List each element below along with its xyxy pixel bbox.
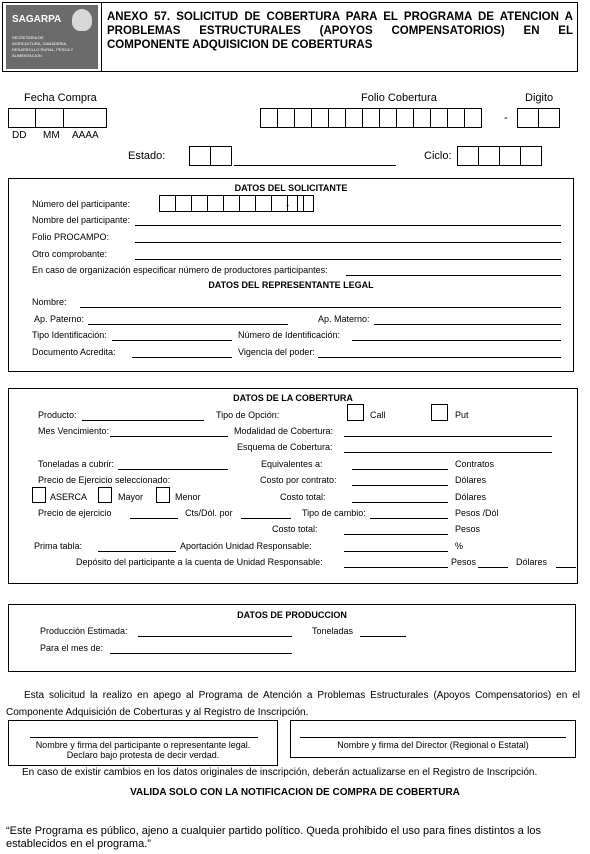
ap-paterno-line[interactable] [88, 324, 288, 325]
logo [6, 5, 98, 69]
aserca-label: ASERCA [50, 492, 88, 502]
pesos-dol-label: Pesos /Dól [455, 508, 499, 518]
logo-emblem-icon [72, 9, 92, 31]
para-mes-label: Para el mes de: [40, 643, 104, 653]
folio-dash: - [504, 112, 508, 124]
put-checkbox[interactable] [431, 404, 448, 421]
firma-participante-label: Nombre y firma del participante o representante legal. [35, 740, 251, 750]
costo-total-line[interactable] [352, 502, 448, 503]
folio-cobertura-cells[interactable] [261, 108, 482, 128]
aaaa-label: AAAA [72, 130, 99, 141]
ciclo-label: Ciclo: [424, 150, 452, 162]
esquema-line[interactable] [344, 452, 552, 453]
call-checkbox[interactable] [347, 404, 364, 421]
declaracion-text: Esta solicitud la realizo en apego al Programa de Atención a Problemas Estructurales (Apoyos Compensatorios) en el Componente Adquisición de Coberturas y al Registro de Inscripción. [6, 690, 580, 718]
cobertura-section [8, 388, 578, 584]
organizacion-label: En caso de organización especificar número de productores participantes: [32, 265, 328, 275]
produccion-toneladas-label: Toneladas [312, 626, 354, 636]
firma-participante-line[interactable] [30, 737, 258, 738]
nombre-participante-line[interactable] [135, 225, 561, 226]
dd-label: DD [12, 130, 27, 141]
firma-director-box[interactable] [290, 720, 576, 758]
producto-label: Producto: [38, 410, 77, 420]
costo-total-2-line[interactable] [344, 534, 448, 535]
rep-nombre-line[interactable] [80, 307, 561, 308]
estado-cells[interactable] [190, 146, 232, 166]
dolares-label-2: Dólares [455, 492, 487, 502]
esquema-label: Esquema de Cobertura: [237, 442, 333, 452]
costo-contrato-line[interactable] [352, 485, 448, 486]
precio-ejercicio-sel-label: Precio de Ejercicio seleccionado: [38, 475, 171, 485]
documento-acredita-label: Documento Acredita: [32, 347, 116, 357]
mm-label: MM [43, 130, 60, 141]
protesta-label: Declaro bajo protesta de decir verdad. [66, 750, 220, 760]
prima-tabla-line[interactable] [98, 551, 176, 552]
ap-materno-line[interactable] [374, 324, 561, 325]
valida-text: VALIDA SOLO CON LA NOTIFICACION DE COMPRA DE COBERTURA [130, 787, 460, 798]
numero-dash: - [286, 200, 289, 210]
tipo-opcion-label: Tipo de Opción: [216, 410, 280, 420]
page-title: ANEXO 57. SOLICITUD DE COBERTURA PARA EL PROGRAMA DE ATENCION A PROBLEMAS ESTRUCTURALES (APOYOS COMPENSATORIOS) EN EL COMPONENTE ADQUISICION DE COBERTURAS [107, 11, 573, 51]
estado-label: Estado: [128, 150, 166, 162]
otro-comprobante-label: Otro comprobante: [32, 249, 108, 259]
cobertura-title: DATOS DE LA COBERTURA [233, 393, 353, 403]
firma-director-line[interactable] [300, 737, 566, 738]
dolares-label-3: Dólares [516, 557, 548, 567]
toneladas-cubrir-line[interactable] [118, 469, 228, 470]
para-mes-line[interactable] [110, 653, 292, 654]
digito-label: Digito [525, 92, 554, 104]
mayor-label: Mayor [118, 492, 144, 502]
rep-nombre-label: Nombre: [32, 297, 67, 307]
mes-vencimiento-line[interactable] [110, 436, 228, 437]
fecha-compra-cells[interactable] [9, 108, 107, 128]
folio-procampo-line[interactable] [135, 242, 561, 243]
digito-cells[interactable] [518, 108, 560, 128]
dolares-label-1: Dólares [455, 475, 487, 485]
firma-director-label: Nombre y firma del Director (Regional o Estatal) [337, 740, 529, 750]
tipo-cambio-label: Tipo de cambio: [302, 508, 366, 518]
precio-ejercicio-line[interactable] [130, 518, 178, 519]
estado-line[interactable] [234, 165, 396, 166]
pct-label: % [455, 541, 464, 551]
precio-ejercicio-label: Precio de ejercicio [38, 508, 112, 518]
pesos-label: Pesos [455, 524, 481, 534]
modalidad-label: Modalidad de Cobertura: [234, 426, 334, 436]
costo-total-2-label: Costo total: [272, 524, 318, 534]
costo-total-label: Costo total: [280, 492, 326, 502]
organizacion-line[interactable] [346, 275, 561, 276]
logo-name: SAGARPA [12, 14, 62, 25]
documento-acredita-line[interactable] [132, 357, 232, 358]
folio-cobertura-label: Folio Cobertura [361, 92, 437, 104]
deposito-line[interactable] [344, 567, 448, 568]
folio-procampo-label: Folio PROCAMPO: [32, 232, 110, 242]
fecha-compra-label: Fecha Compra [24, 92, 97, 104]
cambios-text: En caso de existir cambios en los datos originales de inscripción, deberán actualizarse en el Registro de Inscripción. [22, 767, 538, 778]
numero-id-label: Número de Identificación: [238, 330, 341, 340]
numero-participante-cells-2[interactable] [298, 195, 314, 212]
leyenda-text: “Este Programa es público, ajeno a cualquier partido político. Queda prohibido el uso para fines distintos a los establecidos en el programa.” [6, 825, 542, 850]
produccion-estimada-line[interactable] [138, 636, 292, 637]
vigencia-line[interactable] [318, 357, 561, 358]
numero-participante-cells[interactable] [160, 195, 304, 212]
equivalentes-label: Equivalentes a: [261, 459, 323, 469]
call-label: Call [370, 410, 386, 420]
deposito-label: Depósito del participante a la cuenta de Unidad Responsable: [76, 557, 323, 567]
prima-tabla-label: Prima tabla: [34, 541, 83, 551]
aserca-checkbox[interactable] [32, 487, 46, 503]
producto-line[interactable] [82, 420, 204, 421]
logo-subtext: SECRETARIA DE AGRICULTURA, GANADERIA, DESARROLLO RURAL, PESCA Y ALIMENTACION [12, 35, 74, 58]
ciclo-cells[interactable] [458, 146, 542, 166]
solicitante-title: DATOS DEL SOLICITANTE [234, 183, 348, 193]
produccion-title: DATOS DE PRODUCCION [237, 610, 347, 620]
ap-materno-label: Ap. Materno: [318, 314, 370, 324]
menor-label: Menor [175, 492, 201, 502]
put-label: Put [455, 410, 469, 420]
numero-id-line[interactable] [352, 340, 561, 341]
produccion-estimada-label: Producción Estimada: [40, 626, 128, 636]
deposito-dolares-line[interactable] [556, 567, 576, 568]
costo-contrato-label: Costo por contrato: [260, 475, 337, 485]
mayor-checkbox[interactable] [98, 487, 112, 503]
otro-comprobante-line[interactable] [135, 259, 561, 260]
nombre-participante-label: Nombre del participante: [32, 215, 131, 225]
menor-checkbox[interactable] [156, 487, 170, 503]
vigencia-label: Vigencia del poder: [238, 347, 315, 357]
modalidad-line[interactable] [344, 436, 552, 437]
numero-participante-label: Número del participante: [32, 199, 131, 209]
cts-dol-label: Cts/Dól. por [185, 508, 233, 518]
tipo-id-label: Tipo Identificación: [32, 330, 107, 340]
mes-vencimiento-label: Mes Vencimiento: [38, 426, 110, 436]
pesos-label-2: Pesos [451, 557, 477, 567]
tipo-id-line[interactable] [112, 340, 232, 341]
equivalentes-line[interactable] [352, 469, 448, 470]
tipo-cambio-line[interactable] [370, 518, 448, 519]
deposito-pesos-line[interactable] [478, 567, 508, 568]
header-divider [101, 2, 102, 72]
cts-dol-line[interactable] [241, 518, 291, 519]
aportacion-line[interactable] [344, 551, 448, 552]
toneladas-cubrir-label: Toneladas a cubrir: [38, 459, 115, 469]
representante-title: DATOS DEL REPRESENTANTE LEGAL [208, 280, 374, 290]
ap-paterno-label: Ap. Paterno: [34, 314, 85, 324]
aportacion-label: Aportación Unidad Responsable: [180, 541, 312, 551]
contratos-label: Contratos [455, 459, 495, 469]
produccion-toneladas-line[interactable] [360, 636, 406, 637]
